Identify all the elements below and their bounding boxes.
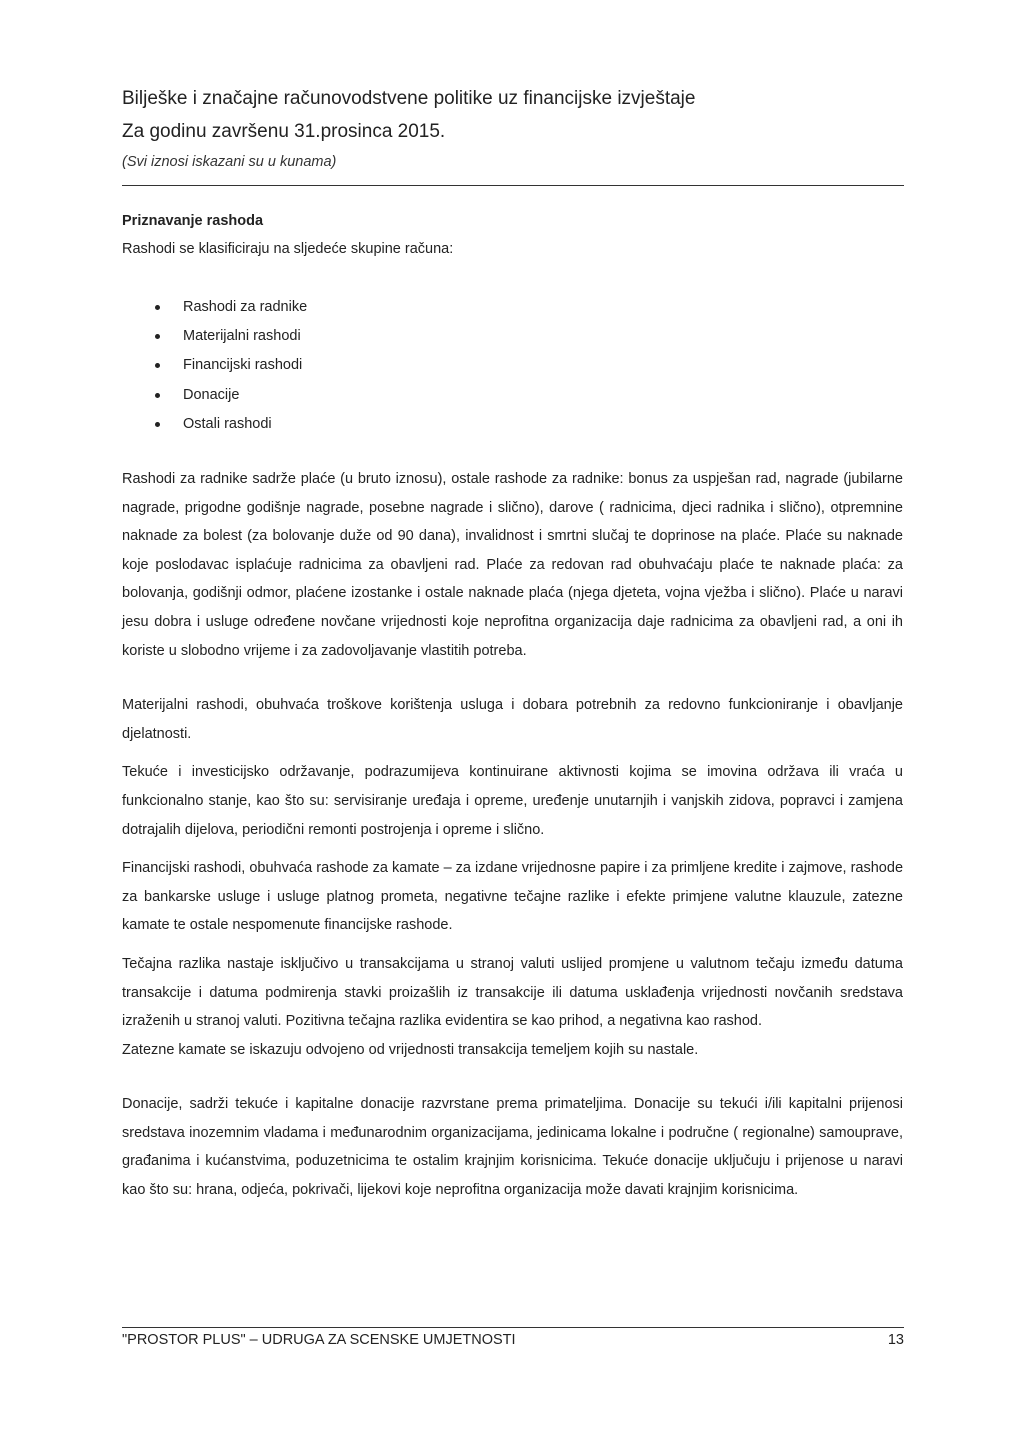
- page-number: 13: [887, 1332, 904, 1348]
- paragraph-employee-expenses: Rashodi za radnike sadrže plaće (u bruto iznosu), ostale rashode za radnike: bonus za uspješan rad, nagrade (jubilarne nagrade, prigodne godišnje nagrade, posebne nagrade i slično), darove ( radnicima, djeci radnika i slično), otpremnine naknade za bolest (za bolovanje duže od 90 dana), invalidnost i smrtni slučaj te doprinose na plaće. Plaće su naknade koje poslodavac isplaćuje radnicima za obavljeni rad. Plaće za redovan rad obuhvaćaju plaće te naknade plaća: za bolovanja, godišnji odmor, plaćene izostanke i ostale naknade plaća (njega djeteta, vojna vježba i slično). Plaće u naravi jesu dobra i usluge određene novčane vrijednosti koje neprofitna organizacija daje radnicima za obavljeni rad, a oni ih koriste u slobodno vrijeme i za zadovoljavanje vlastitih potreba.: [122, 471, 903, 659]
- paragraph-material-expenses: Materijalni rashodi, obuhvaća troškove korištenja usluga i dobara potrebnih za redovno funkcioniranje i obavljanje djelatnosti.: [122, 697, 903, 742]
- footer-organization: "PROSTOR PLUS" – UDRUGA ZA SCENSKE UMJETNOSTI: [122, 1332, 516, 1348]
- list-item: [122, 410, 903, 439]
- document-title: Bilješke i značajne računovodstvene politike uz financijske izvještaje: [122, 88, 696, 109]
- list-item-label: Materijalni rashodi: [183, 328, 301, 345]
- list-item: [122, 322, 903, 351]
- footer-divider: [122, 1327, 904, 1328]
- paragraph-exchange-rate: Tečajna razlika nastaje isključivo u transakcijama u stranoj valuti uslijed promjene u valutnom tečaju između datuma transakcije i datuma podmirenja stavki proizašlih iz transakcije ili datuma usklađenja vrijednosti novčanih sredstava izraženih u stranoj valuti. Pozitivna tečajna razlika evidentira se kao prihod, a negativna kao rashod.: [122, 955, 903, 1030]
- section-heading: Priznavanje rashoda: [122, 213, 264, 229]
- list-item-label: Ostali rashodi: [183, 415, 272, 432]
- expense-category-list: [122, 293, 903, 439]
- paragraph-maintenance: Tekuće i investicijsko održavanje, podrazumijeva kontinuirane aktivnosti kojima se imovina održava ili vraća u funkcionalno stanje, kao što su: servisiranje uređaja i opreme, uređenje unutarnjih i vanjskih zidova, popravci i zamjena dotrajalih dijelova, periodični remonti postrojenja i opreme i slično.: [122, 764, 903, 838]
- page-header: [122, 84, 904, 170]
- paragraph-donations: Donacije, sadrži tekuće i kapitalne donacije razvrstane prema primateljima. Donacije su tekući i/ili kapitalni prijenosi sredstava inozemnim vladama i međunarodnim organizacijama, jedinicama lokalne i područne ( regionalne) samouprave, građanima i kućanstvima, poduzetnicima te ostalim krajnjim korisnicima. Tekuće donacije uključuju i prijenose u naravi kao što su: hrana, odjeća, pokrivači, lijekovi koje neprofitna organizacija može davati krajnjim korisnicima.: [122, 1096, 903, 1199]
- bullet-icon: [155, 422, 160, 427]
- list-item-label: Financijski rashodi: [183, 357, 303, 374]
- bullet-icon: [155, 334, 160, 339]
- document-subtitle: Za godinu završenu 31.prosinca 2015.: [122, 121, 446, 142]
- paragraph-default-interest: Zatezne kamate se iskazuju odvojeno od vrijednosti transakcija temeljem kojih su nastale.: [122, 1041, 699, 1058]
- list-item-label: Donacije: [183, 386, 240, 403]
- list-item: [122, 351, 903, 380]
- currency-note: (Svi iznosi iskazani su u kunama): [122, 154, 337, 170]
- main-content: [122, 210, 903, 1205]
- section-intro: Rashodi se klasificiraju na sljedeće skupine računa:: [122, 241, 454, 257]
- header-divider: [122, 185, 904, 186]
- bullet-icon: [155, 363, 160, 368]
- list-item: [122, 381, 903, 410]
- bullet-icon: [155, 305, 160, 310]
- paragraph-financial-expenses: Financijski rashodi, obuhvaća rashode za kamate – za izdane vrijednosne papire i za primljene kredite i zajmove, rashode za bankarske usluge i usluge platnog prometa, negativne tečajne razlike i efekte primjene valutne klauzule, zatezne kamate te ostale nespomenute financijske rashode.: [122, 860, 904, 934]
- list-item: [122, 293, 903, 322]
- bullet-icon: [155, 393, 160, 398]
- list-item-label: Rashodi za radnike: [183, 299, 308, 315]
